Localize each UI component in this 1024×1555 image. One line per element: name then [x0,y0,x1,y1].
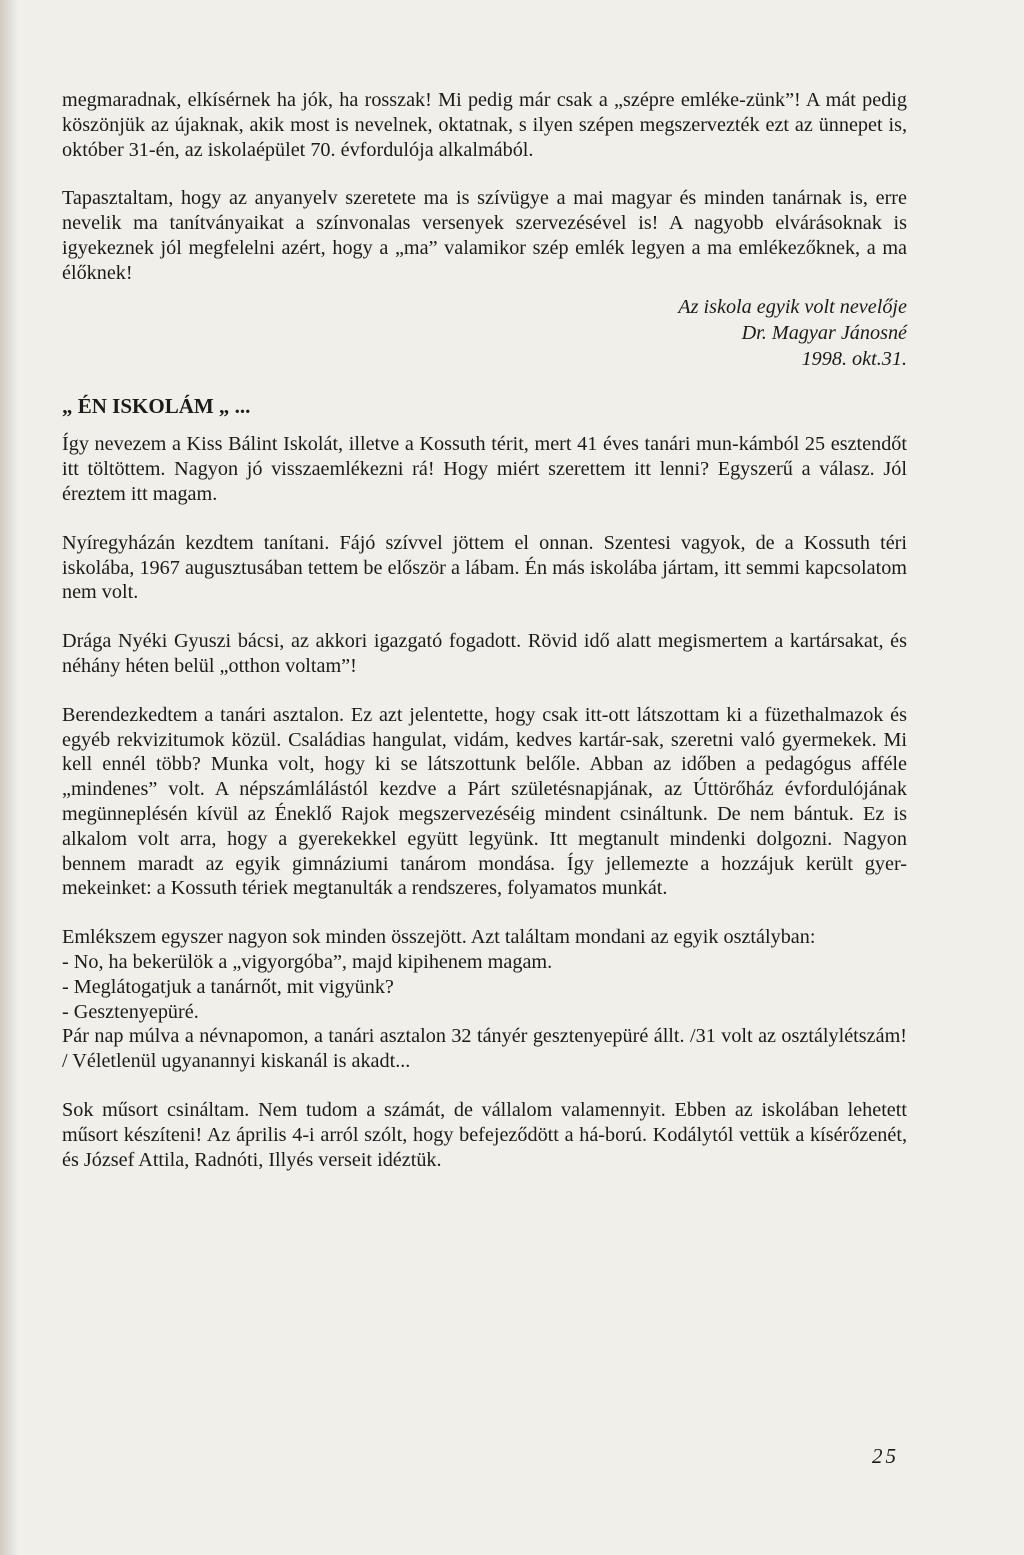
dialogue-line-2: - Meglátogatjuk a tanárnőt, mit vigyünk? [62,975,394,998]
paragraph-intro: megmaradnak, elkísérnek ha jók, ha rosszak! Mi pedig már csak a „szépre emléke-zünk”! A mát pedig köszönjük az újaknak, akik most is nevelnek, oktatnak, s ilyen szépen megszervezték ezt az ünnepet is, október 31-én, az iskolaépület 70. évfordulója alkalmából. [62,89,907,161]
signature-name: Dr. Magyar Jánosné [741,321,907,344]
paragraph-naming: Így nevezem a Kiss Bálint Iskolát, illetve a Kossuth térit, mert 41 éves tanári mun-kámból 25 esztendőt itt töltöttem. Nagyon jó visszaemlékezni rá! Hogy miért szerettem itt lenni? Egyszerű a válasz. Jól éreztem itt magam. [62,433,907,505]
dialogue-line-1: - No, ha bekerülök a „vigyorgóba”, majd kipihenem magam. [62,950,553,973]
signature-role: Az iskola egyik volt nevelője [678,295,907,318]
page-number: 25 [872,1444,899,1468]
paragraph-nyiregyhaza: Nyíregyházán kezdtem tanítani. Fájó szívvel jöttem el onnan. Szentesi vagyok, de a Kossuth téri iskolába, 1967 augusztusában tettem be először a lábam. Én más iskolába jártam, itt semmi kapcsolatom nem volt. [62,531,907,604]
paragraph-anecdote-outro: Pár nap múlva a névnapomon, a tanári asztalon 32 tányér gesztenyepüré állt. /31 volt az osztálylétszám! / Véletlenül ugyanannyi kiskanál is akadt... [62,1025,907,1073]
paragraph-programs: Sok műsort csináltam. Nem tudom a számát, de vállalom valamennyit. Ebben az iskolában lehetett műsort készíteni! Az április 4-i arról szólt, hogy befejeződött a há-ború. Kodálytól vettük a kísérőzenét, és József Attila, Radnóti, Illyés verseit idéztük. [62,1098,907,1171]
paragraph-anecdote-intro: Emlékszem egyszer nagyon sok minden összejött. Azt találtam mondani az egyik osztályban: [62,926,816,949]
signature-date: 1998. okt.31. [801,347,907,370]
signature-block [62,294,907,372]
page-edge-shadow [0,0,18,1555]
section-heading: „ ÉN ISKOLÁM „ ... [62,393,251,418]
paragraph-principal: Drága Nyéki Gyuszi bácsi, az akkori igazgató fogadott. Rövid idő alatt megismertem a kartársakat, és néhány héten belül „otthon voltam”! [62,630,907,677]
document-page [62,88,907,1172]
paragraph-teachers-desk: Berendezkedtem a tanári asztalon. Ez azt jelentette, hogy csak itt-ott látszottam ki a füzethalmazok és egyéb rekvizitumok közül. Családias hangulat, vidám, kedves kartár-sak, szeretni való gyermekek. Mi kell ennél több? Munka volt, hogy ki se látszottunk belőle. Abban az időben a pedagógus afféle „mindenes” volt. A népszámlálástól kezdve a Párt születésnapjának, az Úttörőház évfordulójának megünneplésén kívül az Éneklő Rajok megszervezéséig mindent csináltunk. De nem bántuk. Ez is alkalom volt arra, hogy a gyerekekkel együtt legyünk. Itt megtanult mindenki dolgozni. Nagyon bennem maradt az egyik gimnáziumi tanárom mondása. Így jellemezte a hozzájuk került gyer-mekeinket: a Kossuth tériek megtanulták a rendszeres, folyamatos munkát. [62,703,907,900]
dialogue-line-3: - Gesztenyepüré. [62,1000,199,1023]
paragraph-mother-tongue: Tapasztaltam, hogy az anyanyelv szeretete ma is szívügye a mai magyar és minden tanárnak is, erre nevelik ma tanítványaikat a színvonalas versenyek szervezésével is! A nagyobb elvárásoknak is igyekeznek jól megfelelni azért, hogy a „ma” valamikor szép emlék legyen a ma emlékezőknek, a ma élőknek! [62,187,907,284]
